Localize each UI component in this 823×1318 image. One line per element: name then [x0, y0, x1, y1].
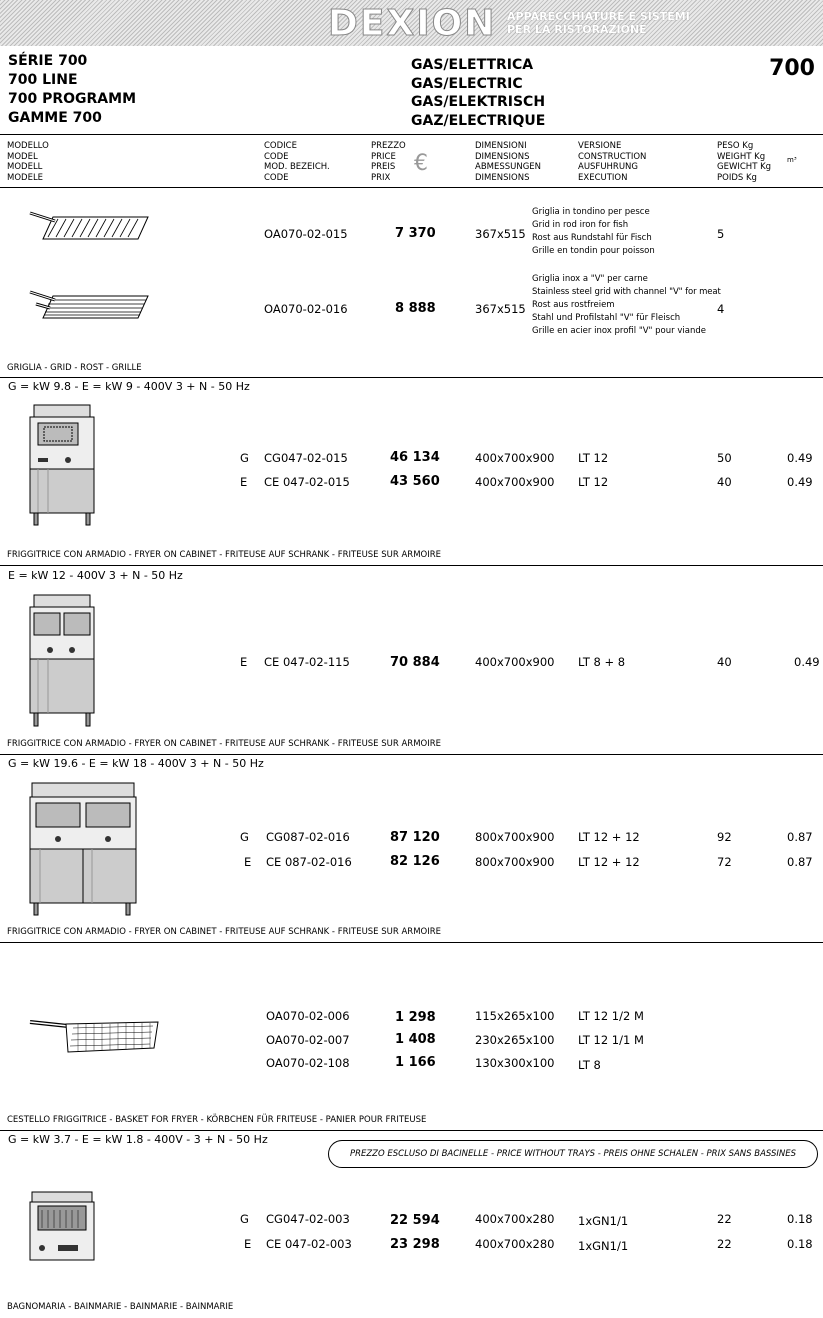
- column-header-weight: [717, 141, 771, 183]
- divider: [0, 942, 823, 943]
- product-price: 70 884: [390, 655, 440, 670]
- product-description: [532, 273, 721, 338]
- header-line: PRICE: [371, 151, 396, 162]
- product-price: 8 888: [395, 301, 436, 316]
- version-letter: E: [240, 475, 248, 489]
- product-volume: 0.49: [787, 475, 813, 489]
- page-series-number: 700: [769, 56, 815, 81]
- type-line: GAS/ELEKTRISCH: [411, 94, 546, 110]
- product-volume: 0.18: [787, 1212, 813, 1226]
- product-volume: 0.49: [787, 451, 813, 465]
- product-weight: 40: [717, 475, 732, 489]
- product-code: OA070-02-016: [264, 302, 348, 316]
- header-line: CODE: [264, 172, 289, 183]
- section-caption: GRIGLIA - GRID - ROST - GRILLE: [7, 363, 142, 373]
- header-line: PREZZO: [371, 141, 406, 151]
- product-code: CG087-02-016: [266, 830, 350, 844]
- section-caption: FRIGGITRICE CON ARMADIO - FRYER ON CABINET - FRITEUSE AUF SCHRANK - FRITEUSE SUR ARMOIRE: [7, 927, 442, 937]
- fryer-single-image: [28, 403, 98, 526]
- series-line: GAMME 700: [8, 110, 102, 126]
- product-price: 7 370: [395, 226, 436, 241]
- product-dimensions: 230x265x100: [475, 1033, 555, 1047]
- tagline-line-2: PER LA RISTORAZIONE: [507, 23, 647, 36]
- bain-marie-image: [28, 1190, 96, 1264]
- product-dimensions: 800x700x900: [475, 855, 555, 869]
- power-spec: G = kW 3.7 - E = kW 1.8 - 400V - 3 + N - 50 Hz: [8, 1133, 268, 1146]
- product-volume: 0.87: [787, 855, 813, 869]
- header-line: MOD. BEZEICH.: [264, 162, 330, 172]
- header-line: MODELLO: [7, 141, 49, 151]
- header-line: EXECUTION: [578, 172, 628, 183]
- product-price: 82 126: [390, 854, 440, 869]
- product-price: 1 166: [395, 1055, 436, 1070]
- header-line: DIMENSIONS: [475, 172, 530, 183]
- header-line: DIMENSIONI: [475, 141, 527, 151]
- product-weight: 22: [717, 1237, 732, 1251]
- product-dimensions: 400x700x280: [475, 1212, 555, 1226]
- version-letter: G: [240, 451, 249, 465]
- product-dimensions: 367x515: [475, 302, 526, 316]
- product-price: 46 134: [390, 450, 440, 465]
- euro-icon: €: [414, 151, 428, 176]
- description-line: Stahl und Profilstahl "V" für Fleisch: [532, 313, 681, 323]
- power-spec: E = kW 12 - 400V 3 + N - 50 Hz: [8, 569, 183, 582]
- product-dimensions: 400x700x900: [475, 475, 555, 489]
- fryer-double-basket-image: [28, 593, 98, 728]
- product-price: 43 560: [390, 474, 440, 489]
- product-capacity: LT 12 + 12: [578, 855, 640, 869]
- product-capacity: 1xGN1/1: [578, 1214, 629, 1228]
- product-price: 22 594: [390, 1213, 440, 1228]
- divider: [0, 134, 823, 135]
- grid-image: [28, 207, 153, 245]
- header-line: DIMENSIONS: [475, 151, 530, 162]
- header-line: AUSFUHRUNG: [578, 162, 639, 172]
- product-description: [532, 206, 655, 258]
- column-header-version: [578, 141, 646, 183]
- divider: [0, 754, 823, 755]
- product-dimensions: 115x265x100: [475, 1009, 555, 1023]
- fryer-double-image: [28, 781, 138, 916]
- description-line: Rost aus Rundstahl für Fisch: [532, 233, 652, 243]
- product-weight: 40: [717, 655, 732, 669]
- product-code: OA070-02-007: [266, 1033, 350, 1047]
- description-line: Grille en tondin pour poisson: [532, 246, 655, 256]
- column-header-volume: m³: [787, 156, 797, 164]
- product-dimensions: 400x700x900: [475, 451, 555, 465]
- description-line: Grille en acier inox profil "V" pour viande: [532, 326, 706, 336]
- product-price: 1 298: [395, 1010, 436, 1025]
- product-code: CG047-02-003: [266, 1212, 350, 1226]
- header-line: PRIX: [371, 172, 391, 183]
- header-line: PREIS: [371, 162, 396, 172]
- header-line: ABMESSUNGEN: [475, 162, 542, 172]
- type-line: GAZ/ELECTRIQUE: [411, 112, 546, 129]
- product-code: OA070-02-108: [266, 1056, 350, 1070]
- header-line: MODELL: [7, 162, 43, 172]
- fryer-basket-image: [28, 1014, 163, 1056]
- product-code: CG047-02-015: [264, 451, 348, 465]
- product-capacity: LT 8: [578, 1058, 601, 1072]
- product-capacity: LT 12: [578, 475, 609, 489]
- product-price: 87 120: [390, 830, 440, 845]
- header-line: GEWICHT Kg: [717, 162, 772, 172]
- product-weight: 72: [717, 855, 732, 869]
- product-weight: 22: [717, 1212, 732, 1226]
- header-line: PESO Kg: [717, 141, 754, 151]
- power-spec: G = kW 19.6 - E = kW 18 - 400V 3 + N - 50 Hz: [8, 757, 264, 770]
- header-line: VERSIONE: [578, 141, 622, 151]
- column-header-dimensions: [475, 141, 541, 183]
- version-letter: G: [240, 830, 249, 844]
- product-code: CE 087-02-016: [266, 855, 352, 869]
- product-code: OA070-02-015: [264, 227, 348, 241]
- product-volume: 0.49: [794, 655, 820, 669]
- column-header-price: [371, 141, 406, 183]
- description-line: Stainless steel grid with channel "V" for meat: [532, 287, 721, 297]
- product-capacity: LT 12 1/2 M: [578, 1009, 644, 1023]
- power-type-title: [411, 56, 545, 130]
- header-line: POIDS Kg: [717, 172, 757, 183]
- product-code: CE 047-02-115: [264, 655, 350, 669]
- product-volume: 0.87: [787, 830, 813, 844]
- header-line: MODEL: [7, 151, 38, 162]
- product-dimensions: 400x700x900: [475, 655, 555, 669]
- section-caption: BAGNOMARIA - BAINMARIE - BAINMARIE - BAINMARIE: [7, 1302, 234, 1312]
- product-weight: 4: [717, 302, 725, 316]
- product-weight: 50: [717, 451, 732, 465]
- product-capacity: LT 8 + 8: [578, 655, 626, 669]
- series-line: SÉRIE 700: [8, 53, 88, 69]
- type-line: GAS/ELECTRIC: [411, 75, 523, 92]
- series-line: 700 PROGRAMM: [8, 91, 137, 107]
- version-letter: E: [244, 855, 252, 869]
- section-caption: FRIGGITRICE CON ARMADIO - FRYER ON CABINET - FRITEUSE AUF SCHRANK - FRITEUSE SUR ARMOIRE: [7, 739, 442, 749]
- product-capacity: LT 12 1/1 M: [578, 1033, 644, 1047]
- product-dimensions: 367x515: [475, 227, 526, 241]
- divider: [0, 187, 823, 188]
- section-caption: FRIGGITRICE CON ARMADIO - FRYER ON CABINET - FRITEUSE AUF SCHRANK - FRITEUSE SUR ARMOIRE: [7, 550, 442, 560]
- brand-tagline: [507, 10, 690, 36]
- column-header-code: [264, 141, 330, 183]
- tagline-line-1: APPARECCHIATURE E SISTEMI: [507, 10, 690, 23]
- product-capacity: LT 12: [578, 451, 609, 465]
- type-line: GAS/ELETTRICA: [411, 57, 534, 73]
- product-code: CE 047-02-015: [264, 475, 350, 489]
- product-capacity: 1xGN1/1: [578, 1239, 629, 1253]
- product-code: OA070-02-006: [266, 1009, 350, 1023]
- product-dimensions: 400x700x280: [475, 1237, 555, 1251]
- description-line: Griglia inox a "V" per carne: [532, 274, 648, 284]
- section-caption: CESTELLO FRIGGITRICE - BASKET FOR FRYER - KÖRBCHEN FÜR FRITEUSE - PANIER POUR FRITEUSE: [7, 1115, 427, 1125]
- product-weight: 5: [717, 227, 725, 241]
- product-dimensions: 130x300x100: [475, 1056, 555, 1070]
- brand-logo: DEXION: [328, 3, 497, 44]
- divider: [0, 565, 823, 566]
- version-letter: E: [240, 655, 248, 669]
- product-dimensions: 800x700x900: [475, 830, 555, 844]
- description-line: Griglia in tondino per pesce: [532, 207, 650, 217]
- description-line: Rost aus rostfreiem: [532, 300, 615, 310]
- power-spec: G = kW 9.8 - E = kW 9 - 400V 3 + N - 50 Hz: [8, 380, 250, 393]
- series-line: 700 LINE: [8, 72, 78, 88]
- product-code: CE 047-02-003: [266, 1237, 352, 1251]
- description-line: Grid in rod iron for fish: [532, 220, 629, 230]
- product-volume: 0.18: [787, 1237, 813, 1251]
- column-header-model: [7, 141, 49, 183]
- divider: [0, 377, 823, 378]
- header-line: MODELE: [7, 172, 44, 183]
- header-line: CODE: [264, 151, 289, 162]
- product-price: 23 298: [390, 1237, 440, 1252]
- product-price: 1 408: [395, 1032, 436, 1047]
- header-line: CODICE: [264, 141, 297, 151]
- header-line: WEIGHT Kg: [717, 151, 766, 162]
- version-letter: G: [240, 1212, 249, 1226]
- product-weight: 92: [717, 830, 732, 844]
- divider: [0, 1130, 823, 1131]
- header-line: CONSTRUCTION: [578, 151, 647, 162]
- version-letter: E: [244, 1237, 252, 1251]
- price-note: PREZZO ESCLUSO DI BACINELLE - PRICE WITHOUT TRAYS - PREIS OHNE SCHALEN - PRIX SANS BASSINES: [328, 1140, 818, 1168]
- grid-v-image: [28, 286, 153, 324]
- series-title: [8, 52, 136, 128]
- product-capacity: LT 12 + 12: [578, 830, 640, 844]
